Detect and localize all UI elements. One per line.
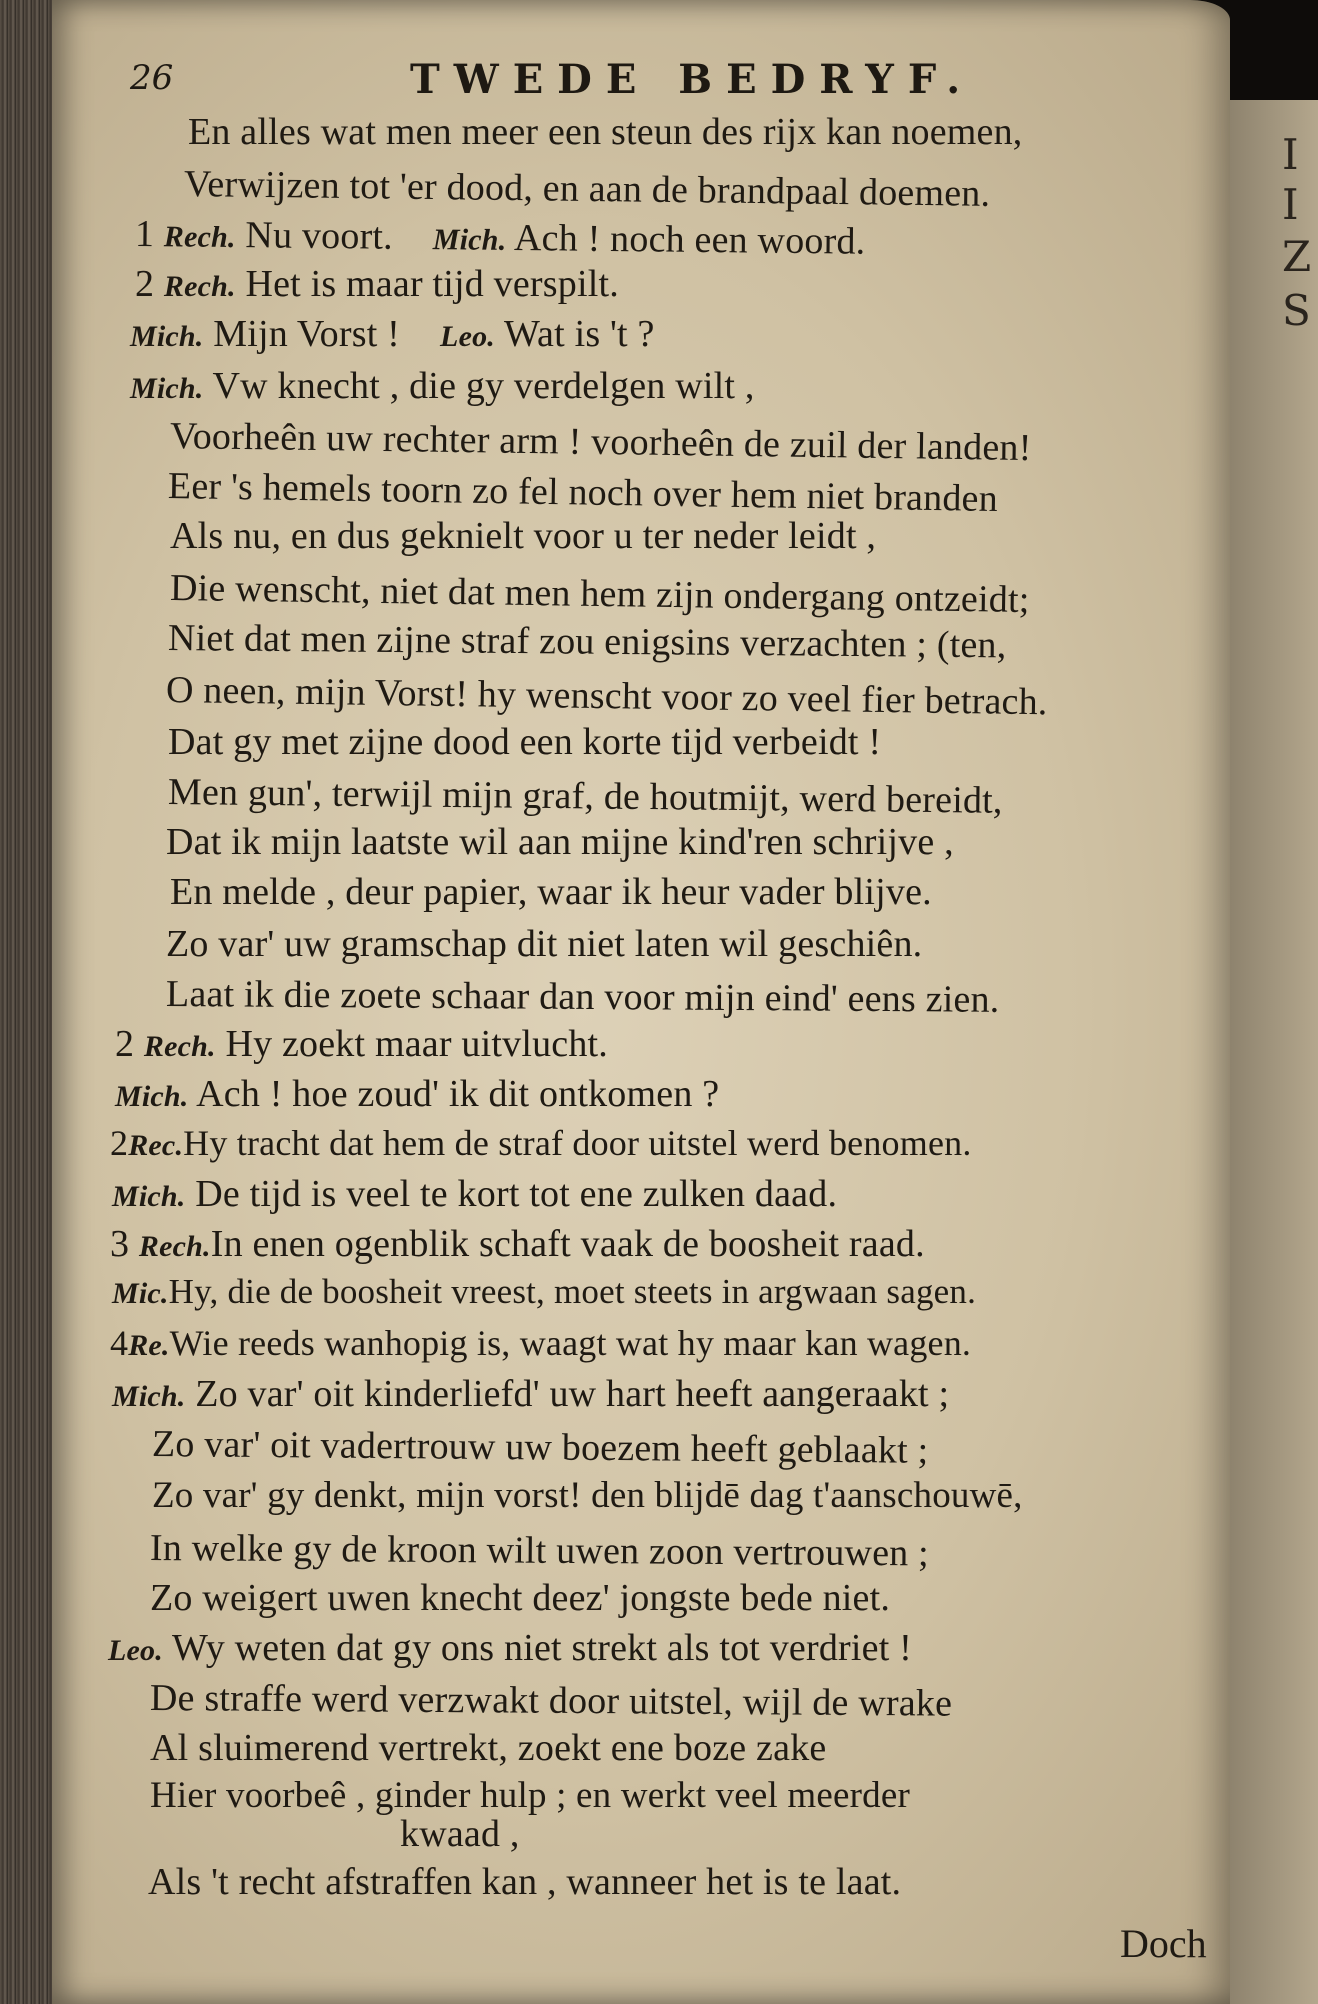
- text-line: kwaad ,: [400, 1813, 520, 1855]
- text-line: Mich. Vw knecht , die gy verdelgen wilt ,: [130, 365, 755, 407]
- text-line: Al sluimerend vertrekt, zoekt ene boze zake: [150, 1727, 827, 1769]
- text-line: Zo var' oit vadertrouw uw boezem heeft geblaakt ;: [151, 1423, 929, 1472]
- text-line: 4Re.Wie reeds wanhopig is, waagt wat hy maar kan wagen.: [110, 1323, 972, 1363]
- text-line: Zo var' uw gramschap dit niet laten wil geschiên.: [166, 923, 923, 965]
- line-number: 3: [110, 1223, 130, 1265]
- text-line: Mich. Ach ! hoe zoud' ik dit ontkomen ?: [115, 1073, 720, 1115]
- text-line: Die wenscht, niet dat men hem zijn ondergang ontzeidt;: [169, 567, 1030, 621]
- text-line: Mich. De tijd is veel te kort tot ene zulken daad.: [112, 1173, 838, 1215]
- text-line: 2 Rech. Hy zoekt maar uitvlucht.: [115, 1023, 609, 1065]
- facing-page-char: Z: [1282, 232, 1312, 281]
- text-line: Mic.Hy, die de boosheit vreest, moet steets in argwaan sagen.: [112, 1272, 977, 1311]
- text-line: En alles wat men meer een steun des rijx kan noemen,: [188, 111, 1023, 153]
- text-line: Hier voorbeê , ginder hulp ; en werkt veel meerder: [150, 1775, 910, 1816]
- text-line: 3 Rech.In enen ogenblik schaft vaak de boosheit raad.: [110, 1223, 925, 1265]
- speaker-label: Leo.: [440, 320, 495, 353]
- line-number: 4: [110, 1323, 129, 1363]
- speaker-label: Rech.: [143, 1030, 216, 1063]
- text-line: 2 Rech. Het is maar tijd verspilt.: [135, 263, 619, 305]
- text-line: Verwijzen tot 'er dood, en aan de brandpaal doemen.: [183, 163, 991, 215]
- speaker-label: Leo.: [108, 1634, 163, 1667]
- speaker-label: Mich.: [432, 223, 507, 257]
- line-number: 2: [135, 263, 155, 305]
- text-line: Eer 's hemels toorn zo fel noch over hem niet branden: [167, 465, 999, 521]
- text-line: Mich. Zo var' oit kinderliefd' uw hart heeft aangeraakt ;: [112, 1373, 950, 1415]
- speaker-label: Mic.: [112, 1277, 169, 1310]
- text-line: Mich. Mijn Vorst ! Leo. Wat is 't ?: [130, 313, 655, 355]
- text-line: Leo. Wy weten dat gy ons niet strekt als tot verdriet !: [108, 1627, 913, 1669]
- text-line: 1 Rech. Nu voort. Mich. Ach ! noch een woord.: [134, 213, 866, 263]
- text-line: Als nu, en dus geknielt voor u ter neder leidt ,: [170, 515, 877, 557]
- line-number: 2: [115, 1023, 135, 1065]
- speaker-label: Mich.: [112, 1380, 186, 1413]
- speaker-label: Rech.: [163, 220, 236, 255]
- text-line: Dat gy met zijne dood een korte tijd verbeidt !: [168, 721, 882, 763]
- catchword: Doch: [1120, 1921, 1207, 1966]
- speaker-label: Re.: [128, 1329, 170, 1362]
- text-line: En melde , deur papier, waar ik heur vader blijve.: [170, 871, 932, 913]
- speaker-label: Rec.: [128, 1129, 184, 1162]
- text-line: In welke gy de kroon wilt uwen zoon vertrouwen ;: [149, 1527, 930, 1575]
- text-line: Zo weigert uwen knecht deez' jongste bede niet.: [150, 1577, 891, 1619]
- running-title: TWEDE BEDRYF.: [410, 56, 975, 103]
- text-line: O neen, mijn Vorst! hy wenscht voor zo veel fier betrach.: [165, 669, 1048, 724]
- text-line: Laat ik die zoete schaar dan voor mijn eind' eens zien.: [165, 973, 1000, 1021]
- speaker-label: Mich.: [115, 1080, 189, 1113]
- speaker-label: Mich.: [130, 320, 204, 353]
- line-number: 1: [134, 213, 155, 256]
- facing-page-char: I: [1282, 130, 1299, 179]
- text-line: Voorheên uw rechter arm ! voorheên de zuil der landen!: [169, 415, 1032, 470]
- text-line: Dat ik mijn laatste wil aan mijne kind'ren schrijve ,: [166, 821, 954, 863]
- speaker-label: Rech.: [138, 1230, 211, 1263]
- page-number: 26: [130, 58, 174, 98]
- speaker-label: Mich.: [112, 1180, 186, 1213]
- facing-page-char: I: [1282, 180, 1299, 229]
- speaker-label: Mich.: [130, 372, 204, 405]
- text-line: Men gun', terwijl mijn graf, de houtmijt, werd bereidt,: [167, 771, 1003, 822]
- text-line: 2Rec.Hy tracht dat hem de straf door uitstel werd benomen.: [110, 1123, 972, 1163]
- text-line: De straffe werd verzwakt door uitstel, wijl de wrake: [149, 1677, 953, 1725]
- text-line: Niet dat men zijne straf zou enigsins verzachten ; (ten,: [167, 617, 1007, 667]
- facing-page-edge: [1228, 100, 1318, 2004]
- speaker-label: Rech.: [163, 270, 236, 303]
- line-number: 2: [110, 1123, 129, 1163]
- text-line: Zo var' gy denkt, mijn vorst! den blijdē dag t'aanschouwē,: [152, 1475, 1023, 1516]
- facing-page-char: S: [1282, 286, 1311, 335]
- text-line: Als 't recht afstraffen kan , wanneer het is te laat.: [148, 1861, 902, 1903]
